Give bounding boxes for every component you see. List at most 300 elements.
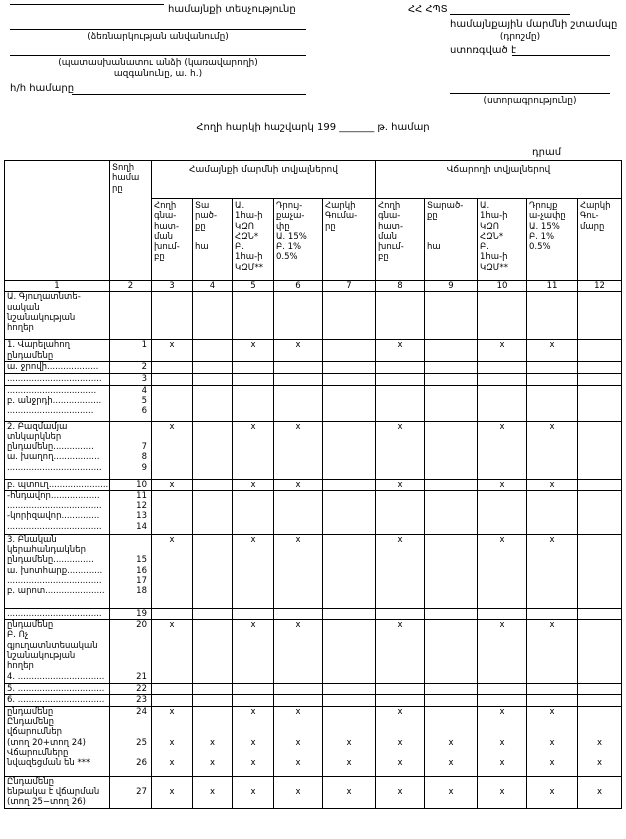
line-number <box>110 545 147 555</box>
community-label: hամայնքի տեսչությունը <box>168 4 296 15</box>
data-cell-col-3[interactable] <box>152 340 193 362</box>
received-label: ստոռգված է <box>450 45 517 56</box>
data-cell-col-5[interactable] <box>233 695 274 706</box>
data-cell-col-10[interactable] <box>478 608 527 619</box>
data-cell-col-12[interactable] <box>578 421 622 479</box>
data-cell-col-7[interactable] <box>323 620 376 684</box>
data-cell-col-7[interactable] <box>323 776 376 808</box>
header-text-line: խում- <box>154 242 180 253</box>
row-label: ................................... <box>7 374 102 385</box>
data-cell-col-9[interactable] <box>425 490 478 534</box>
data-cell-col-5[interactable] <box>233 385 274 421</box>
data-cell-col-11[interactable] <box>527 620 578 684</box>
form-title: Հողի hարկի hաշվարկ 199 _______ թ. hամար <box>196 122 430 133</box>
data-cell-col-5[interactable] <box>233 684 274 695</box>
data-cell-col-10[interactable] <box>478 479 527 490</box>
data-cell-col-4[interactable] <box>193 374 233 385</box>
x-mark: x <box>169 706 175 717</box>
data-cell-col-6[interactable] <box>274 534 323 608</box>
data-cell-col-4[interactable] <box>193 385 233 421</box>
data-cell-col-12[interactable] <box>578 479 622 490</box>
header-text-line: hատ- <box>378 221 404 232</box>
line-number <box>110 432 147 442</box>
tax-code-label: ՀՀ ՀՊՏ <box>408 4 448 15</box>
signature-caption: (ստորագրությունը) <box>483 96 577 106</box>
x-mark <box>323 717 375 727</box>
data-cell-col-4[interactable] <box>193 776 233 808</box>
x-mark <box>478 717 526 727</box>
data-cell-col-9[interactable] <box>425 479 478 490</box>
data-cell-col-3[interactable] <box>152 608 193 619</box>
data-cell-col-10[interactable] <box>478 695 527 706</box>
table-row <box>5 534 622 608</box>
header-value-community <box>233 199 274 281</box>
data-cell-col-6[interactable] <box>274 421 323 479</box>
column-number: 7 <box>323 281 376 292</box>
data-cell-col-4[interactable] <box>193 292 233 340</box>
data-cell-col-4[interactable] <box>193 608 233 619</box>
x-mark <box>527 777 577 787</box>
data-cell-col-6[interactable] <box>274 374 323 385</box>
data-cell-col-8[interactable] <box>376 292 425 340</box>
row-label: նշանակության <box>7 651 76 662</box>
data-cell-col-7[interactable] <box>323 706 376 776</box>
x-mark: x <box>295 620 301 631</box>
x-mark: x <box>209 787 216 798</box>
x-mark: x <box>499 620 505 631</box>
data-cell-col-10[interactable] <box>478 374 527 385</box>
header-text-line: Բ. 1% <box>529 231 555 242</box>
data-cell-col-8[interactable] <box>376 620 425 684</box>
row-label: ա. ջրովի................... <box>7 362 99 373</box>
header-rate-payer <box>527 199 578 281</box>
table-row <box>5 490 622 534</box>
x-mark: x <box>397 534 403 545</box>
data-cell-col-9[interactable] <box>425 695 478 706</box>
data-cell-col-11[interactable] <box>527 421 578 479</box>
data-cell-col-5[interactable] <box>233 608 274 619</box>
line-number: 9 <box>141 462 147 473</box>
data-cell-col-8[interactable] <box>376 490 425 534</box>
data-cell-col-12[interactable] <box>578 490 622 534</box>
x-mark <box>152 717 192 727</box>
header-text-line: ա-չափը <box>529 211 566 222</box>
header-text-line: ման <box>154 231 174 242</box>
data-cell-col-7[interactable] <box>323 534 376 608</box>
header-text-line: ման <box>378 231 398 242</box>
data-cell-col-10[interactable] <box>478 684 527 695</box>
data-cell-col-3[interactable] <box>152 684 193 695</box>
data-cell-col-10[interactable] <box>478 385 527 421</box>
table-row <box>5 608 622 619</box>
x-mark: x <box>596 787 603 798</box>
data-cell-col-5[interactable] <box>233 490 274 534</box>
header-text-line: Դրույք <box>529 201 558 211</box>
line-number <box>110 661 147 671</box>
line-number: 6 <box>141 406 147 417</box>
header-text-line: Դրույ- <box>276 201 303 211</box>
data-cell-col-6[interactable] <box>274 340 323 362</box>
header-text-line: ԿԶՈ <box>235 221 255 232</box>
data-cell-col-4[interactable] <box>193 362 233 374</box>
header-text-line: գնա- <box>154 211 177 222</box>
row-label: ................................... <box>7 576 102 587</box>
data-cell-col-11[interactable] <box>527 385 578 421</box>
data-cell-col-9[interactable] <box>425 706 478 776</box>
header-text-line: Տա <box>195 201 210 211</box>
data-cell-col-10[interactable] <box>478 421 527 479</box>
header-text-line: Հողի <box>378 201 401 211</box>
data-cell-col-9[interactable] <box>425 776 478 808</box>
header-area-community <box>193 199 233 281</box>
data-cell-col-11[interactable] <box>527 362 578 374</box>
x-mark <box>323 777 375 787</box>
x-mark <box>323 748 375 758</box>
data-cell-col-4[interactable] <box>193 620 233 684</box>
row-label: բ. անջրդի.................. <box>7 395 102 406</box>
header-text-line: խում- <box>378 242 404 253</box>
header-text-line: Ա. 15% <box>529 221 560 232</box>
data-cell-col-8[interactable] <box>376 362 425 374</box>
community-line[interactable] <box>10 4 164 5</box>
line-number-cell <box>110 684 152 695</box>
table-row <box>5 421 622 479</box>
x-mark: x <box>448 758 454 769</box>
x-mark <box>193 777 232 787</box>
header-area-payer <box>425 199 478 281</box>
data-cell-col-12[interactable] <box>578 684 622 695</box>
data-cell-col-5[interactable] <box>233 340 274 362</box>
data-cell-col-11[interactable] <box>527 608 578 619</box>
data-cell-col-11[interactable] <box>527 695 578 706</box>
header-text-line: Բ. 1% <box>276 242 302 253</box>
data-cell-col-12[interactable] <box>578 292 622 340</box>
header-line-number <box>110 161 152 281</box>
x-mark: x <box>346 737 352 748</box>
data-cell-col-11[interactable] <box>527 706 578 776</box>
data-cell-col-6[interactable] <box>274 695 323 706</box>
x-mark <box>478 748 526 758</box>
data-cell-col-12[interactable] <box>578 706 622 776</box>
data-cell-col-9[interactable] <box>425 684 478 695</box>
x-mark <box>193 707 232 717</box>
data-cell-col-9[interactable] <box>425 620 478 684</box>
data-cell-col-11[interactable] <box>527 340 578 362</box>
header-payer-group: Վճարողի տվյալներով <box>376 161 622 199</box>
table-row <box>5 776 622 808</box>
row-label: ա. խաղող................. <box>7 452 100 463</box>
data-cell-col-5[interactable] <box>233 706 274 776</box>
data-cell-col-10[interactable] <box>478 620 527 684</box>
data-cell-col-3[interactable] <box>152 479 193 490</box>
x-mark: x <box>499 534 505 545</box>
line-number-cell <box>110 385 152 421</box>
x-mark: x <box>346 758 352 769</box>
data-cell-col-3[interactable] <box>152 362 193 374</box>
data-cell-col-6[interactable] <box>274 684 323 695</box>
line-number <box>110 717 147 727</box>
data-cell-col-6[interactable] <box>274 362 323 374</box>
data-cell-col-3[interactable] <box>152 374 193 385</box>
data-cell-col-5[interactable] <box>233 362 274 374</box>
row-label-cell <box>5 608 110 619</box>
row-label: Բ. Ոչ <box>7 630 29 641</box>
data-cell-col-12[interactable] <box>578 362 622 374</box>
data-cell-col-7[interactable] <box>323 479 376 490</box>
header-text-line: բը <box>378 252 389 263</box>
data-cell-col-9[interactable] <box>425 374 478 385</box>
account-line[interactable] <box>72 94 306 95</box>
data-cell-col-3[interactable] <box>152 385 193 421</box>
data-cell-col-3[interactable] <box>152 534 193 608</box>
data-cell-col-8[interactable] <box>376 608 425 619</box>
table-row <box>5 340 622 362</box>
header-value-payer <box>478 199 527 281</box>
data-cell-col-4[interactable] <box>193 684 233 695</box>
row-label: 6. ................................ <box>7 695 105 706</box>
data-cell-col-7[interactable] <box>323 340 376 362</box>
data-cell-col-6[interactable] <box>274 706 323 776</box>
line-number: 21 <box>136 671 147 682</box>
data-cell-col-12[interactable] <box>578 374 622 385</box>
x-mark: x <box>295 479 301 490</box>
data-cell-col-3[interactable] <box>152 620 193 684</box>
header-text-line: 1hա-ի <box>480 252 508 263</box>
data-cell-col-9[interactable] <box>425 421 478 479</box>
x-mark: x <box>499 758 505 769</box>
header-text-line: 0.5% <box>529 242 551 253</box>
data-cell-col-4[interactable] <box>193 340 233 362</box>
row-label: 3. Բնական <box>7 534 57 545</box>
data-cell-col-7[interactable] <box>323 695 376 706</box>
header-text-line: hա <box>195 242 209 253</box>
data-cell-col-10[interactable] <box>478 534 527 608</box>
data-cell-col-8[interactable] <box>376 684 425 695</box>
data-cell-col-11[interactable] <box>527 534 578 608</box>
data-cell-col-5[interactable] <box>233 292 274 340</box>
row-label: ................................... <box>7 521 102 532</box>
data-cell-col-11[interactable] <box>527 490 578 534</box>
data-cell-col-7[interactable] <box>323 362 376 374</box>
data-cell-col-8[interactable] <box>376 534 425 608</box>
data-cell-col-4[interactable] <box>193 706 233 776</box>
data-cell-col-10[interactable] <box>478 292 527 340</box>
x-mark <box>527 727 577 737</box>
table-row <box>5 684 622 695</box>
data-cell-col-9[interactable] <box>425 608 478 619</box>
header-text-line: համա <box>112 173 140 184</box>
x-mark: x <box>295 421 301 432</box>
data-cell-col-8[interactable] <box>376 776 425 808</box>
x-mark: x <box>397 758 403 769</box>
line-number: 17 <box>136 576 147 587</box>
data-cell-col-6[interactable] <box>274 776 323 808</box>
line-number: 19 <box>136 608 147 619</box>
row-label-cell <box>5 620 110 684</box>
row-label: 2. Բազմամյա <box>7 421 68 432</box>
x-mark: x <box>250 340 256 351</box>
data-cell-col-3[interactable] <box>152 695 193 706</box>
row-label: ընդամենը <box>7 620 54 631</box>
data-cell-col-11[interactable] <box>527 684 578 695</box>
row-label: 5. ................................ <box>7 684 105 695</box>
data-cell-col-8[interactable] <box>376 479 425 490</box>
data-cell-col-5[interactable] <box>233 374 274 385</box>
line-number-cell <box>110 608 152 619</box>
data-cell-col-11[interactable] <box>527 374 578 385</box>
line-number: 10 <box>136 479 147 490</box>
header-text-line: Տարած- <box>427 201 464 211</box>
header-text-line: Գու- <box>580 211 599 222</box>
data-cell-col-9[interactable] <box>425 362 478 374</box>
data-cell-col-10[interactable] <box>478 362 527 374</box>
x-mark <box>425 707 477 717</box>
data-cell-col-8[interactable] <box>376 374 425 385</box>
data-cell-col-3[interactable] <box>152 490 193 534</box>
data-cell-col-12[interactable] <box>578 695 622 706</box>
data-cell-col-3[interactable] <box>152 292 193 340</box>
x-mark: x <box>448 787 454 798</box>
header-text-line: քը <box>427 211 438 222</box>
data-cell-col-12[interactable] <box>578 620 622 684</box>
data-cell-col-12[interactable] <box>578 385 622 421</box>
x-mark: x <box>499 737 505 748</box>
data-cell-col-8[interactable] <box>376 695 425 706</box>
data-cell-col-8[interactable] <box>376 385 425 421</box>
x-mark: x <box>397 787 403 798</box>
data-cell-col-11[interactable] <box>527 292 578 340</box>
data-cell-col-12[interactable] <box>578 534 622 608</box>
line-number: 8 <box>141 452 147 463</box>
data-cell-col-5[interactable] <box>233 479 274 490</box>
data-cell-col-6[interactable] <box>274 479 323 490</box>
column-number-row <box>5 281 622 292</box>
data-cell-col-9[interactable] <box>425 340 478 362</box>
row-label: -կորիզավոր.............. <box>7 511 100 522</box>
data-cell-col-9[interactable] <box>425 385 478 421</box>
signature-line[interactable] <box>450 93 610 94</box>
row-label: ընդամենը <box>7 350 54 361</box>
row-label: Ընդամենը <box>7 717 55 728</box>
data-cell-col-4[interactable] <box>193 479 233 490</box>
data-cell-col-6[interactable] <box>274 620 323 684</box>
data-cell-col-8[interactable] <box>376 340 425 362</box>
x-mark: x <box>169 534 175 545</box>
data-cell-col-10[interactable] <box>478 340 527 362</box>
data-cell-col-3[interactable] <box>152 776 193 808</box>
header-text-line: րը <box>325 221 336 232</box>
x-mark: x <box>250 737 256 748</box>
line-number <box>110 535 147 545</box>
line-number <box>110 630 147 640</box>
data-cell-col-7[interactable] <box>323 684 376 695</box>
column-number: 11 <box>527 281 578 292</box>
x-mark: x <box>209 737 216 748</box>
data-cell-col-3[interactable] <box>152 706 193 776</box>
data-cell-col-4[interactable] <box>193 534 233 608</box>
data-cell-col-5[interactable] <box>233 421 274 479</box>
data-cell-col-4[interactable] <box>193 695 233 706</box>
header-text-line: 0.5% <box>276 252 298 263</box>
line-number: 12 <box>136 501 147 512</box>
row-label-cell <box>5 421 110 479</box>
row-label-cell <box>5 490 110 534</box>
row-label: ընդամենը............... <box>7 442 94 453</box>
data-cell-col-11[interactable] <box>527 776 578 808</box>
x-mark: x <box>295 737 301 748</box>
data-cell-col-10[interactable] <box>478 706 527 776</box>
data-cell-col-6[interactable] <box>274 490 323 534</box>
x-mark: x <box>250 758 256 769</box>
received-line[interactable] <box>512 55 610 56</box>
row-label: նվազեցման են *** <box>7 758 91 769</box>
row-label: ընդամենը............... <box>7 555 94 566</box>
data-cell-col-7[interactable] <box>323 421 376 479</box>
data-cell-col-12[interactable] <box>578 608 622 619</box>
data-cell-col-7[interactable] <box>323 608 376 619</box>
tax-code-line[interactable] <box>450 14 570 15</box>
x-mark <box>152 727 192 737</box>
data-cell-col-5[interactable] <box>233 620 274 684</box>
data-cell-col-8[interactable] <box>376 421 425 479</box>
row-label: հողեր <box>7 323 34 334</box>
data-cell-col-7[interactable] <box>323 490 376 534</box>
row-label-cell <box>5 292 110 340</box>
x-mark <box>193 717 232 727</box>
row-label: -հնդավոր.................. <box>7 490 100 501</box>
x-mark: x <box>169 758 175 769</box>
data-cell-col-4[interactable] <box>193 490 233 534</box>
x-mark <box>193 748 232 758</box>
column-number: 4 <box>193 281 233 292</box>
responsible-person-line[interactable] <box>10 55 306 56</box>
row-label-cell <box>5 362 110 374</box>
data-cell-col-11[interactable] <box>527 479 578 490</box>
data-cell-col-7[interactable] <box>323 385 376 421</box>
data-cell-col-10[interactable] <box>478 776 527 808</box>
header-text-line: ՀԶՆ* <box>235 231 259 242</box>
data-cell-col-5[interactable] <box>233 534 274 608</box>
data-cell-col-9[interactable] <box>425 534 478 608</box>
header-text-line: փը <box>276 221 290 232</box>
header-text-line: Բ. <box>480 242 489 253</box>
header-land-group-payer <box>376 199 425 281</box>
data-cell-col-9[interactable] <box>425 292 478 340</box>
data-cell-col-7[interactable] <box>323 374 376 385</box>
data-cell-col-4[interactable] <box>193 421 233 479</box>
row-label-cell <box>5 340 110 362</box>
data-cell-col-3[interactable] <box>152 421 193 479</box>
data-cell-col-5[interactable] <box>233 776 274 808</box>
responsible-caption-1: (պատասխանատու անձի (կառավարողի) <box>58 58 258 68</box>
row-label: Վճարումները <box>7 747 69 758</box>
data-cell-col-6[interactable] <box>274 385 323 421</box>
data-cell-col-12[interactable] <box>578 340 622 362</box>
x-mark: x <box>295 534 301 545</box>
data-cell-col-6[interactable] <box>274 292 323 340</box>
data-cell-col-8[interactable] <box>376 706 425 776</box>
x-mark: x <box>250 706 256 717</box>
data-cell-col-7[interactable] <box>323 292 376 340</box>
x-mark: x <box>549 737 555 748</box>
x-mark: x <box>499 706 505 717</box>
organization-name-line[interactable] <box>10 29 306 30</box>
data-cell-col-10[interactable] <box>478 490 527 534</box>
column-number: 5 <box>233 281 274 292</box>
data-cell-col-6[interactable] <box>274 608 323 619</box>
data-cell-col-12[interactable] <box>578 776 622 808</box>
line-number: 26 <box>136 758 147 769</box>
